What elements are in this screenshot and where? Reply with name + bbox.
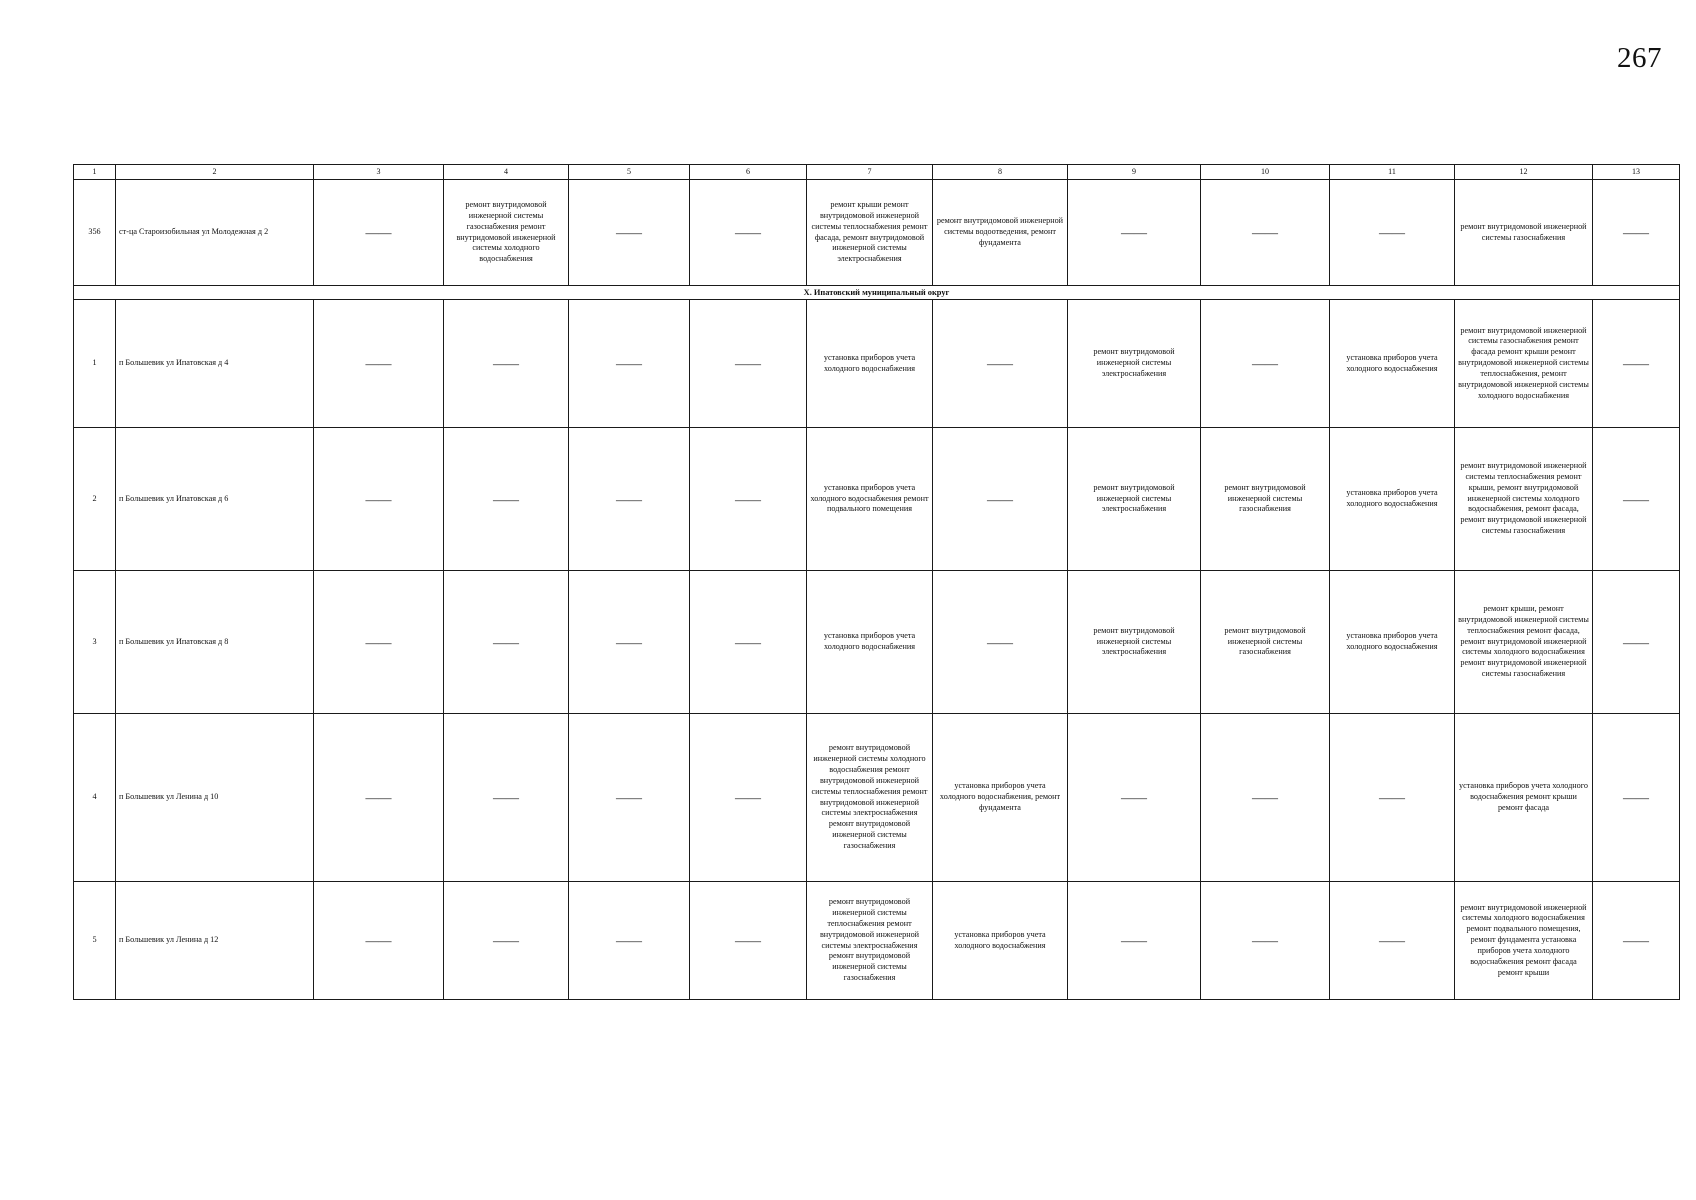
column-header: 7: [807, 165, 933, 180]
work-item-cell: ремонт внутридомовой инженерной системы электроснабжения: [1068, 428, 1201, 571]
section-row: [74, 286, 1680, 300]
empty-dash-cell: ——: [314, 571, 444, 714]
column-header: 11: [1330, 165, 1455, 180]
work-item-cell: ремонт внутридомовой инженерной системы электроснабжения: [1068, 571, 1201, 714]
work-item-cell: ремонт внутридомовой инженерной системы газоснабжения: [1201, 428, 1330, 571]
column-header: 10: [1201, 165, 1330, 180]
work-item-cell: ремонт внутридомовой инженерной системы электроснабжения: [1068, 300, 1201, 428]
empty-dash-cell: ——: [1330, 714, 1455, 882]
work-item-cell: ремонт внутридомовой инженерной системы газоснабжения ремонт фасада ремонт крыши ремонт внутридомовой инженерной системы теплоснабжения, ремонт внутридомовой инженерной системы холодного водоснабжения: [1455, 300, 1593, 428]
address-cell: п Большевик ул Ипатовская д 4: [116, 300, 314, 428]
work-item-cell: установка приборов учета холодного водоснабжения, ремонт фундамента: [933, 714, 1068, 882]
table-row: [74, 882, 1680, 1000]
empty-dash-cell: ——: [1201, 300, 1330, 428]
work-item-cell: установка приборов учета холодного водоснабжения: [933, 882, 1068, 1000]
empty-dash-cell: ——: [1201, 882, 1330, 1000]
empty-dash-cell: ——: [444, 571, 569, 714]
repair-plan-table: [73, 164, 1680, 1000]
table-row: [74, 714, 1680, 882]
empty-dash-cell: ——: [1593, 882, 1680, 1000]
work-item-cell: установка приборов учета холодного водоснабжения ремонт крыши ремонт фасада: [1455, 714, 1593, 882]
column-header: 8: [933, 165, 1068, 180]
empty-dash-cell: ——: [933, 428, 1068, 571]
work-item-cell: ремонт крыши, ремонт внутридомовой инженерной системы теплоснабжения ремонт фасада, ремонт внутридомовой инженерной системы холодного водоснабжения ремонт внутридомовой инженерной системы газоснабжения: [1455, 571, 1593, 714]
column-header: 3: [314, 165, 444, 180]
empty-dash-cell: ——: [569, 428, 690, 571]
row-number-cell: 4: [74, 714, 116, 882]
empty-dash-cell: ——: [1330, 882, 1455, 1000]
empty-dash-cell: ——: [314, 714, 444, 882]
section-title: X. Ипатовский муниципальный округ: [74, 286, 1680, 300]
table-row: [74, 428, 1680, 571]
empty-dash-cell: ——: [1068, 882, 1201, 1000]
empty-dash-cell: ——: [1593, 428, 1680, 571]
work-item-cell: ремонт внутридомовой инженерной системы теплоснабжения ремонт крыши, ремонт внутридомовой инженерной системы холодного водоснабжения, ремонт фасада, ремонт внутридомовой инженерной системы газоснабжения: [1455, 428, 1593, 571]
column-header: 13: [1593, 165, 1680, 180]
column-header: 4: [444, 165, 569, 180]
table-row: [74, 300, 1680, 428]
empty-dash-cell: ——: [690, 882, 807, 1000]
work-item-cell: установка приборов учета холодного водоснабжения: [1330, 428, 1455, 571]
row-number-cell: 356: [74, 180, 116, 286]
empty-dash-cell: ——: [1201, 180, 1330, 286]
empty-dash-cell: ——: [1068, 180, 1201, 286]
empty-dash-cell: ——: [1593, 571, 1680, 714]
column-number-row: [74, 165, 1680, 180]
row-number-cell: 5: [74, 882, 116, 1000]
empty-dash-cell: ——: [1593, 180, 1680, 286]
column-header: 5: [569, 165, 690, 180]
empty-dash-cell: ——: [690, 300, 807, 428]
column-header: 2: [116, 165, 314, 180]
empty-dash-cell: ——: [569, 180, 690, 286]
empty-dash-cell: ——: [1593, 300, 1680, 428]
address-cell: п Большевик ул Ленина д 12: [116, 882, 314, 1000]
address-cell: ст-ца Староизобильная ул Молодежная д 2: [116, 180, 314, 286]
empty-dash-cell: ——: [314, 300, 444, 428]
work-item-cell: установка приборов учета холодного водоснабжения ремонт подвального помещения: [807, 428, 933, 571]
work-item-cell: ремонт внутридомовой инженерной системы водоотведения, ремонт фундамента: [933, 180, 1068, 286]
empty-dash-cell: ——: [1330, 180, 1455, 286]
work-item-cell: ремонт крыши ремонт внутридомовой инженерной системы теплоснабжения ремонт фасада, ремонт внутридомовой инженерной системы электроснабжения: [807, 180, 933, 286]
empty-dash-cell: ——: [569, 300, 690, 428]
column-header: 9: [1068, 165, 1201, 180]
work-item-cell: ремонт внутридомовой инженерной системы теплоснабжения ремонт внутридомовой инженерной системы электроснабжения ремонт внутридомовой инженерной системы газоснабжения: [807, 882, 933, 1000]
column-header: 1: [74, 165, 116, 180]
work-item-cell: ремонт внутридомовой инженерной системы холодного водоснабжения ремонт внутридомовой инженерной системы теплоснабжения ремонт внутридомовой инженерной системы электроснабжения ремонт внутридомовой инженерной системы газоснабжения: [807, 714, 933, 882]
work-item-cell: ремонт внутридомовой инженерной системы газоснабжения: [1201, 571, 1330, 714]
column-header: 12: [1455, 165, 1593, 180]
empty-dash-cell: ——: [444, 300, 569, 428]
address-cell: п Большевик ул Ипатовская д 6: [116, 428, 314, 571]
empty-dash-cell: ——: [690, 180, 807, 286]
work-item-cell: ремонт внутридомовой инженерной системы газоснабжения ремонт внутридомовой инженерной системы холодного водоснабжения: [444, 180, 569, 286]
empty-dash-cell: ——: [933, 571, 1068, 714]
row-number-cell: 2: [74, 428, 116, 571]
work-item-cell: ремонт внутридомовой инженерной системы холодного водоснабжения ремонт подвального помещения, ремонт фундамента установка приборов учета холодного водоснабжения ремонт фасада ремонт крыши: [1455, 882, 1593, 1000]
work-item-cell: ремонт внутридомовой инженерной системы газоснабжения: [1455, 180, 1593, 286]
address-cell: п Большевик ул Ипатовская д 8: [116, 571, 314, 714]
empty-dash-cell: ——: [1201, 714, 1330, 882]
empty-dash-cell: ——: [444, 882, 569, 1000]
empty-dash-cell: ——: [690, 571, 807, 714]
work-item-cell: установка приборов учета холодного водоснабжения: [1330, 571, 1455, 714]
empty-dash-cell: ——: [444, 428, 569, 571]
column-header: 6: [690, 165, 807, 180]
empty-dash-cell: ——: [314, 882, 444, 1000]
address-cell: п Большевик ул Ленина д 10: [116, 714, 314, 882]
empty-dash-cell: ——: [314, 180, 444, 286]
empty-dash-cell: ——: [933, 300, 1068, 428]
empty-dash-cell: ——: [569, 882, 690, 1000]
work-item-cell: установка приборов учета холодного водоснабжения: [807, 571, 933, 714]
empty-dash-cell: ——: [690, 428, 807, 571]
table-row: [74, 571, 1680, 714]
work-item-cell: установка приборов учета холодного водоснабжения: [807, 300, 933, 428]
empty-dash-cell: ——: [314, 428, 444, 571]
empty-dash-cell: ——: [569, 571, 690, 714]
empty-dash-cell: ——: [1593, 714, 1680, 882]
empty-dash-cell: ——: [569, 714, 690, 882]
page-number: 267: [1617, 42, 1662, 74]
empty-dash-cell: ——: [444, 714, 569, 882]
work-item-cell: установка приборов учета холодного водоснабжения: [1330, 300, 1455, 428]
row-number-cell: 3: [74, 571, 116, 714]
empty-dash-cell: ——: [690, 714, 807, 882]
table-row: [74, 180, 1680, 286]
row-number-cell: 1: [74, 300, 116, 428]
empty-dash-cell: ——: [1068, 714, 1201, 882]
